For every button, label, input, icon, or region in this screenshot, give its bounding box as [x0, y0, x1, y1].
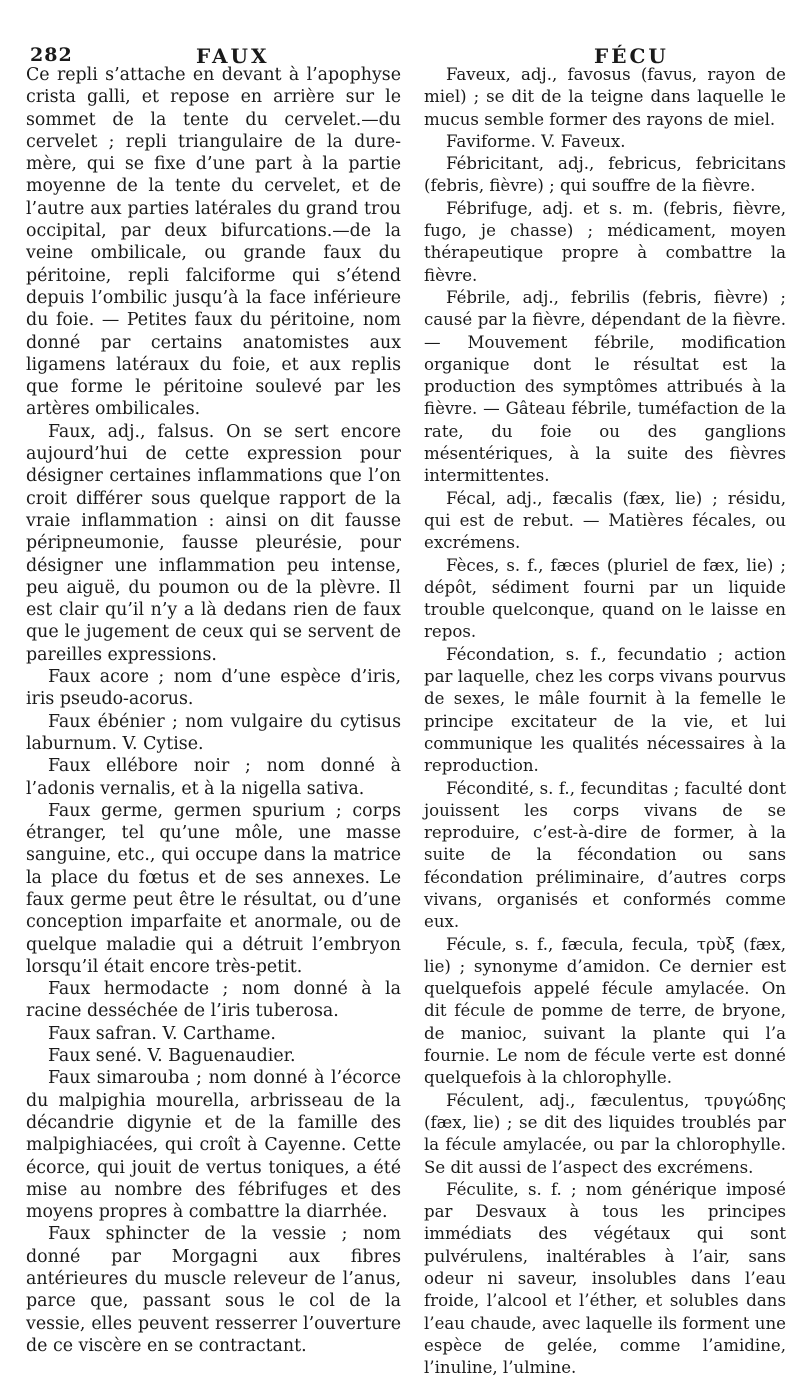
right-running-title: FÉCU	[594, 44, 669, 68]
right-paragraph-11: Féculent, adj., fæculentus, τρυγώδης (fæx, lie) ; se dit des liquides troublés par la fécule amylacée, ou par la chlorophylle. Se dit aussi de l’aspect des excrémens.	[424, 1090, 786, 1177]
right-paragraph-4: Fébrifuge, adj. et s. m. (febris, fièvre, fugo, je chasse) ; médicament, moyen thérapeutique propre à combattre la fièvre.	[424, 198, 786, 285]
right-paragraph-6: Fécal, adj., fæcalis (fæx, lie) ; résidu, qui est de rebut. — Matières fécales, ou excrémens.	[424, 488, 786, 553]
left-paragraph-6: Faux germe, germen spurium ; corps étranger, tel qu’une môle, une masse sanguine, etc., qui occupe dans la matrice la place du fœtus et de ses annexes. Le faux germe peut être le résultat, ou d’une conception imparfaite et anormale, ou de quelque maladie qui a détruit l’embryon lorsqu’il était encore très-petit.	[26, 800, 401, 977]
left-paragraph-1: Ce repli s’attache en devant à l’apophyse crista galli, et repose en arrière sur le sommet de la tente du cervelet.—du cervelet ; repli triangulaire de la dure-mère, qui se fixe d’une part à la partie moyenne de la tente du cervelet, et de l’autre aux parties latérales du grand trou occipital, par deux bifurcations.—de la veine ombilicale, ou grande faux du péritoine, repli falciforme qui s’étend depuis l’ombilic jusqu’à la face inférieure du foie. — Petites faux du péritoine, nom donné par certains anatomistes aux ligamens latéraux du foie, et aux replis que forme le péritoine soulevé par les artères ombilicales.	[26, 65, 401, 420]
right-column	[424, 64, 786, 1380]
left-paragraph-3: Faux acore ; nom d’une espèce d’iris, iris pseudo-acorus.	[26, 667, 401, 710]
left-column	[26, 64, 401, 1380]
right-paragraph-3: Fébricitant, adj., febricus, febricitans (febris, fièvre) ; qui souffre de la fièvre.	[424, 154, 786, 196]
left-paragraph-2: Faux, adj., falsus. On se sert encore aujourd’hui de cette expression pour désigner certaines inflammations que l’on croit différer sous quelque rapport de la vraie inflammation : ainsi on dit fausse péripneumonie, fausse pleurésie, pour désigner une inflammation peu intense, peu aiguë, du poumon ou de la plèvre. Il est clair qu’il n’y a là dedans rien de faux que le jugement de ceux qui se servent de pareilles expressions.	[26, 421, 401, 665]
right-paragraph-12: Féculite, s. f. ; nom générique imposé par Desvaux à tous les principes immédiats des végétaux qui sont pulvérulens, inaltérables à l’air, sans odeur ni saveur, insolubles dans l’eau froide, l’alcool et l’éther, et solubles dans l’eau chaude, avec laquelle ils forment une espèce de gelée, comme l’amidine, l’inuline, l’ulmine.	[424, 1179, 786, 1378]
left-paragraph-7: Faux hermodacte ; nom donné à la racine desséchée de l’iris tuberosa.	[26, 979, 401, 1022]
right-paragraph-9: Fécondité, s. f., fecunditas ; faculté dont jouissent les corps vivans de se reproduire, c’est-à-dire de former, à la suite de la fécondation ou sans fécondation préliminaire, d’autres corps vivans, organisés et conformés comme eux.	[424, 778, 786, 932]
left-paragraph-11: Faux sphincter de la vessie ; nom donné par Morgagni aux fibres antérieures du muscle releveur de l’anus, parce que, passant sous le col de la vessie, elles peuvent resserrer l’ouverture de ce viscère en se contractant.	[26, 1224, 401, 1356]
left-paragraph-4: Faux ébénier ; nom vulgaire du cytisus laburnum. V. Cytise.	[26, 711, 401, 754]
right-paragraph-1: Faveux, adj., favosus (favus, rayon de miel) ; se dit de la teigne dans laquelle le mucus semble former des rayons de miel.	[424, 65, 786, 129]
text-columns	[26, 64, 786, 1380]
left-paragraph-10: Faux simarouba ; nom donné à l’écorce du malpighia mourella, arbrisseau de la décandrie digynie et de la famille des malpighiacées, qui croît à Cayenne. Cette écorce, qui jouit de vertus toniques, a été mise au nombre des fébrifuges et des moyens propres à combattre la diarrhée.	[26, 1068, 401, 1223]
left-running-title: FAUX	[196, 44, 270, 68]
right-paragraph-10: Fécule, s. f., fæcula, fecula, τρὺξ (fæx, lie) ; synonyme d’amidon. Ce dernier est quelquefois appelé fécule amylacée. On dit fécule de pomme de terre, de bryone, de manioc, suivant la plante qui l’a fournie. Le nom de fécule verte est donné quelquefois à la chlorophylle.	[424, 934, 786, 1088]
left-paragraph-8: Faux safran. V. Carthame.	[48, 1023, 276, 1044]
page-number: 282	[30, 44, 73, 66]
right-paragraph-7: Fèces, s. f., fæces (pluriel de fæx, lie) ; dépôt, sédiment fourni par un liquide trouble quelconque, quand on le laisse en repos.	[424, 555, 786, 642]
running-header	[26, 34, 786, 68]
left-paragraph-9: Faux sené. V. Baguenaudier.	[48, 1046, 296, 1067]
right-paragraph-2: Faviforme. V. Faveux.	[446, 131, 626, 151]
right-paragraph-5: Fébrile, adj., febrilis (febris, fièvre) ; causé par la fièvre, dépendant de la fièvre. — Mouvement fébrile, modification organique dont le résultat est la production des symptômes attribués à la fièvre. — Gâteau fébrile, tuméfaction de la rate, du foie ou des ganglions mésentériques, à la suite des fièvres intermittentes.	[424, 287, 786, 486]
right-paragraph-8: Fécondation, s. f., fecundatio ; action par laquelle, chez les corps vivans pourvus de sexes, le mâle fournit à la femelle le principe excitateur de la vie, et lui communique les qualités nécessaires à la reproduction.	[424, 644, 786, 776]
left-paragraph-5: Faux ellébore noir ; nom donné à l’adonis vernalis, et à la nigella sativa.	[26, 756, 401, 799]
